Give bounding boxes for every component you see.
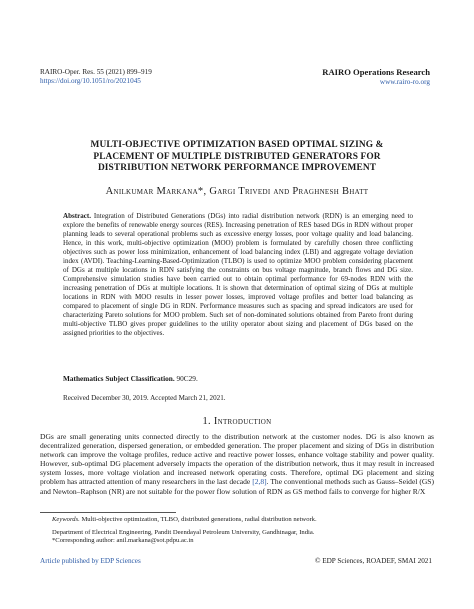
title-line-2: PLACEMENT OF MULTIPLE DISTRIBUTED GENERATORS FOR [93, 151, 381, 162]
journal-name: RAIRO Operations Research [322, 67, 430, 77]
intro-text-part-2: . The conventional methods such as Gauss–Seidel (GS) and Newton–Raphson (NR) are not suitable for the power flow solution of RDN as GS method fails to converge for higher R/X [40, 477, 434, 496]
journal-url-link[interactable]: www.rairo-ro.org [379, 78, 430, 86]
introduction-paragraph [40, 432, 434, 496]
journal-reference-block [40, 68, 152, 86]
affiliation: Department of Electrical Engineering, Pandit Deendayal Petroleum University, Gandhinagar, India. [52, 528, 315, 536]
title-line-3: DISTRIBUTION NETWORK PERFORMANCE IMPROVEMENT [97, 163, 377, 174]
abstract-label: Abstract. [63, 212, 91, 220]
keywords-label: Keywords. [52, 516, 80, 523]
keywords-line [52, 516, 432, 525]
received-dates: Received December 30, 2019. Accepted March 21, 2021. [63, 394, 226, 402]
keywords-text: Multi-objective optimization, TLBO, distributed generations, radial distribution network. [81, 516, 317, 523]
publisher-link[interactable]: Article published by EDP Sciences [40, 557, 141, 565]
author-list: Anilkumar Markana*, Gargi Trivedi and Praghnesh Bhatt [105, 186, 369, 197]
msc-line [63, 374, 198, 383]
msc-value: 90C29. [176, 374, 198, 383]
title-line-1: MULTI-OBJECTIVE OPTIMIZATION BASED OPTIMAL SIZING & [90, 140, 384, 150]
intro-text-part-1: DGs are small generating units connected directly to the distribution network at the customer nodes. DG is also known as decentralized generation, dispersed generation, or embedded generation. The proper placement and sizing of DGs in distribution network can improve the voltage profiles, reduce active and reactive power losses, enhance voltage stability and power quality. However, sub-optimal DG placement adversely impacts the operation of the distribution network, thus it may result in increased system losses, more voltage violation and increased network operating costs. Therefore, optimal DG placement and sizing problem has attracted attention of many researchers in the last decade [40, 432, 434, 487]
citation-link[interactable]: [2,8] [252, 477, 267, 487]
journal-brand-block [322, 67, 430, 87]
msc-label: Mathematics Subject Classification. [63, 374, 175, 383]
doi-link[interactable]: https://doi.org/10.1051/ro/2021045 [40, 77, 141, 85]
paper-title [48, 140, 426, 175]
section-heading-introduction: 1. Introduction [202, 416, 272, 427]
corresponding-author: *Corresponding author: anil.markana@sot.pdpu.ac.in [52, 537, 194, 544]
journal-citation: RAIRO-Oper. Res. 55 (2021) 899–919 [40, 68, 152, 76]
footnotes [52, 516, 432, 546]
footnote-divider [40, 512, 176, 513]
abstract-text: Integration of Distributed Generations (DGs) into radial distribution network (RDN) is an emerging need to explore the benefits of renewable energy sources (RES). Increasing penetration of RES based DGs in RDN without proper planning leads to several operational problems such as excessive energy losses, poor voltage quality and load balancing. Hence, in this work, multi-objective optimization (MOO) problem is formulated by carefully chosen three conflicting objectives such as power loss minimization, enhancement of load balancing index (LBI) and aggregate voltage deviation index (AVDI). Teaching-Learning-Based-Optimization (TLBO) is used to optimize MOO problem considering placement of DGs at multiple locations in RDN satisfying the constraints on bus voltage magnitude, branch flows and DG size. Comprehensive simulation studies have been carried out to obtain optimal performance for 69-nodes RDN with the increasing penetration of DGs at multiple locations. It is shown that determination of optimal sizing of DGs at multiple locations in RDN with MOO results in lesser power losses, improved voltage profiles and better load balancing as compared to placement of single DG in RDN. Performance measures such as spacing and spread indicators are used for characterizing Pareto solutions for MOO problem. Such set of non-dominated solutions obtained from Pareto front during multi-objective TLBO gives proper guidelines to the utility operator about sizing and placement of DGs based on the assigned priorities to the objectives. [63, 212, 413, 338]
copyright-notice: © EDP Sciences, ROADEF, SMAI 2021 [314, 557, 432, 565]
abstract [63, 212, 413, 338]
